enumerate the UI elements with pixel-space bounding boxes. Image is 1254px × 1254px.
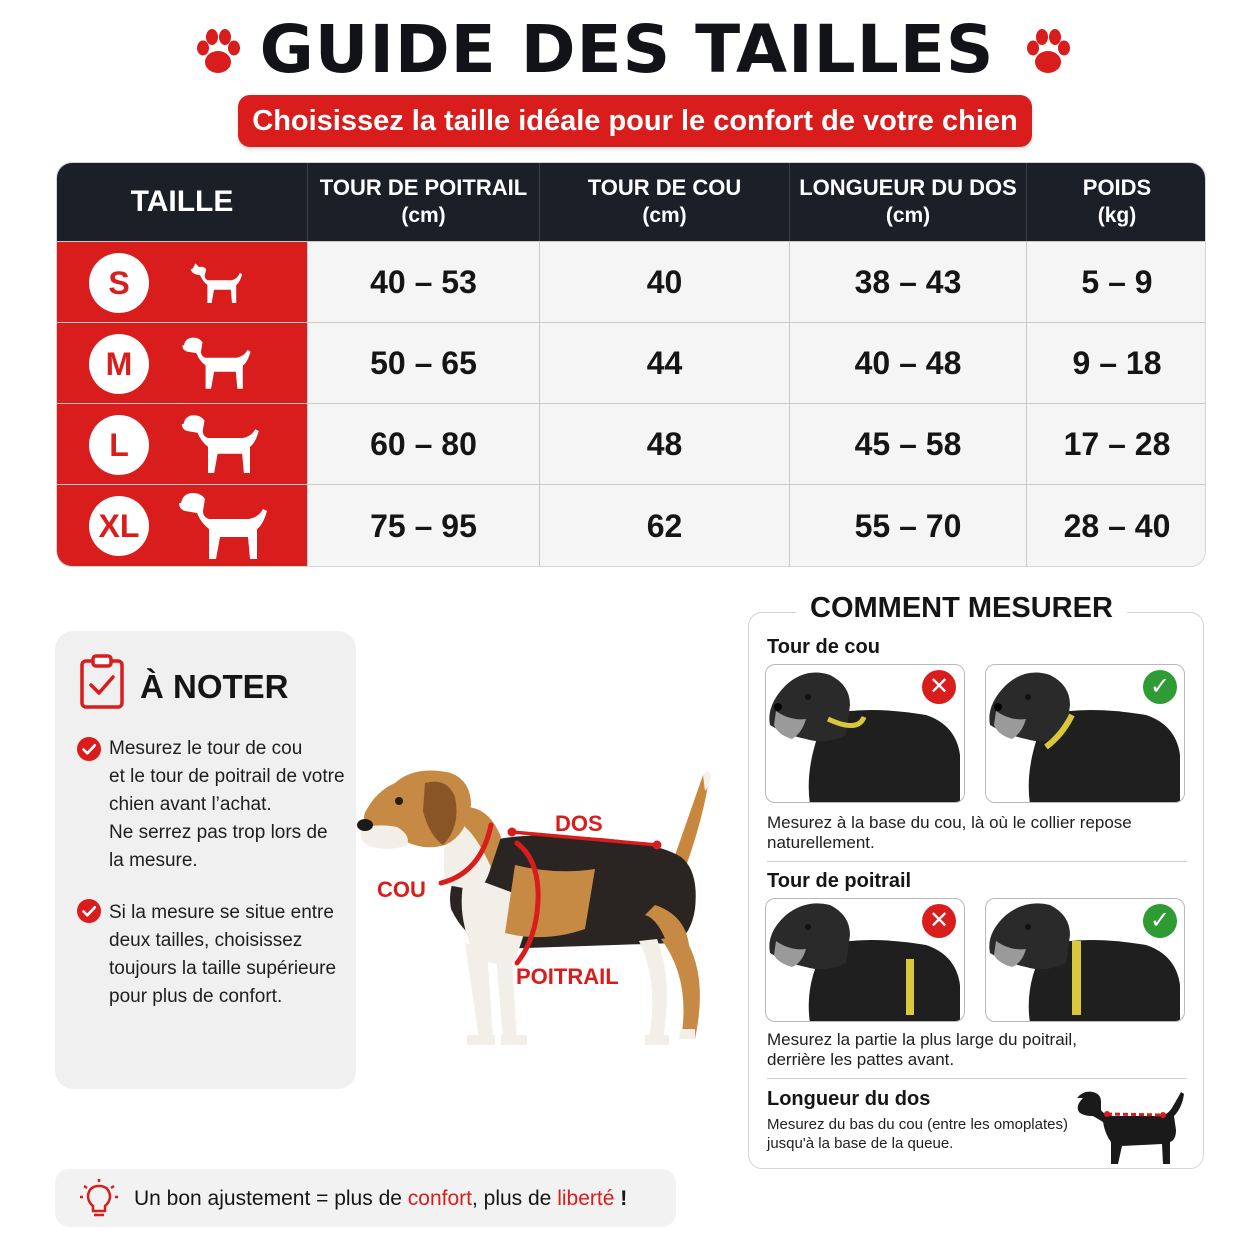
size-badge: XL [89, 496, 149, 556]
cell-weight: 9 – 18 [1026, 323, 1206, 403]
label-back: DOS [555, 811, 603, 836]
size-cell [57, 404, 307, 484]
size-cell [57, 323, 307, 403]
dog-icon [179, 333, 257, 395]
subtitle-banner: Choisissez la taille idéale pour le confort de votre chien [238, 95, 1032, 147]
check-icon: ✓ [1143, 904, 1177, 938]
paw-icon [1022, 26, 1074, 78]
wrong-icon: ✕ [922, 904, 956, 938]
cell-neck: 48 [539, 404, 789, 484]
label-neck: COU [377, 877, 426, 902]
header-back: LONGUEUR DU DOS (cm) [789, 163, 1026, 241]
cell-weight: 17 – 28 [1026, 404, 1206, 484]
note-title: À NOTER [140, 668, 289, 705]
check-icon: ✓ [1143, 670, 1177, 704]
size-table [56, 162, 1206, 567]
beagle-measure-diagram [355, 755, 725, 1055]
size-cell [57, 485, 307, 567]
neck-section-title: Tour de cou [767, 636, 880, 658]
clipboard-check-icon [79, 654, 125, 710]
label-chest: POITRAIL [516, 964, 619, 989]
back-section-title: Longueur du dos [767, 1088, 931, 1110]
cell-back: 45 – 58 [789, 404, 1026, 484]
note-item-1: Mesurez le tour de cou et le tour de poitrail de votre chien avant l’achat. Ne serrez pas trop lors de la mesure. [109, 738, 345, 871]
header-neck: TOUR DE COU (cm) [539, 163, 789, 241]
cell-back: 38 – 43 [789, 242, 1026, 322]
dog-icon [187, 260, 247, 310]
note-item-2: Si la mesure se situe entre deux tailles, choisissez toujours la taille supérieure pour plus de confort. [109, 902, 337, 1007]
dog-back-icon [1073, 1088, 1185, 1164]
size-badge: L [89, 415, 149, 475]
footer-text: Un bon ajustement = plus de confort, plus de liberté ! [134, 1187, 628, 1210]
dog-icon [167, 487, 283, 567]
chest-section-title: Tour de poitrail [767, 870, 912, 892]
check-circle-icon [77, 899, 101, 923]
header-taille: TAILLE [130, 185, 234, 218]
how-title: COMMENT MESURER [796, 592, 1127, 625]
cell-chest: 50 – 65 [307, 323, 539, 403]
cell-chest: 75 – 95 [307, 485, 539, 567]
table-row [57, 484, 1206, 567]
check-circle-icon [77, 737, 101, 761]
divider [767, 1078, 1187, 1079]
size-badge: M [89, 334, 149, 394]
header-chest: TOUR DE POITRAIL (cm) [307, 163, 539, 241]
neck-description: Mesurez à la base du cou, là où le collier repose naturellement. [767, 813, 1132, 852]
cell-chest: 60 – 80 [307, 404, 539, 484]
size-badge: S [89, 253, 149, 313]
dog-icon [175, 410, 269, 480]
chest-description: Mesurez la partie la plus large du poitrail, derrière les pattes avant. [767, 1030, 1077, 1069]
table-row [57, 322, 1206, 403]
lightbulb-icon [80, 1178, 118, 1220]
back-description: Mesurez du bas du cou (entre les omoplates) jusqu'à la base de la queue. [767, 1116, 1068, 1152]
wrong-icon: ✕ [922, 670, 956, 704]
cell-chest: 40 – 53 [307, 242, 539, 322]
cell-neck: 44 [539, 323, 789, 403]
cell-back: 55 – 70 [789, 485, 1026, 567]
table-header [57, 163, 1206, 241]
cell-weight: 28 – 40 [1026, 485, 1206, 567]
size-cell [57, 242, 307, 322]
cell-back: 40 – 48 [789, 323, 1026, 403]
cell-neck: 62 [539, 485, 789, 567]
page-title: GUIDE DES TAILLES [259, 11, 995, 88]
header-weight: POIDS (kg) [1026, 163, 1206, 241]
cell-weight: 5 – 9 [1026, 242, 1206, 322]
table-row [57, 403, 1206, 484]
table-row [57, 241, 1206, 322]
cell-neck: 40 [539, 242, 789, 322]
divider [767, 861, 1187, 862]
